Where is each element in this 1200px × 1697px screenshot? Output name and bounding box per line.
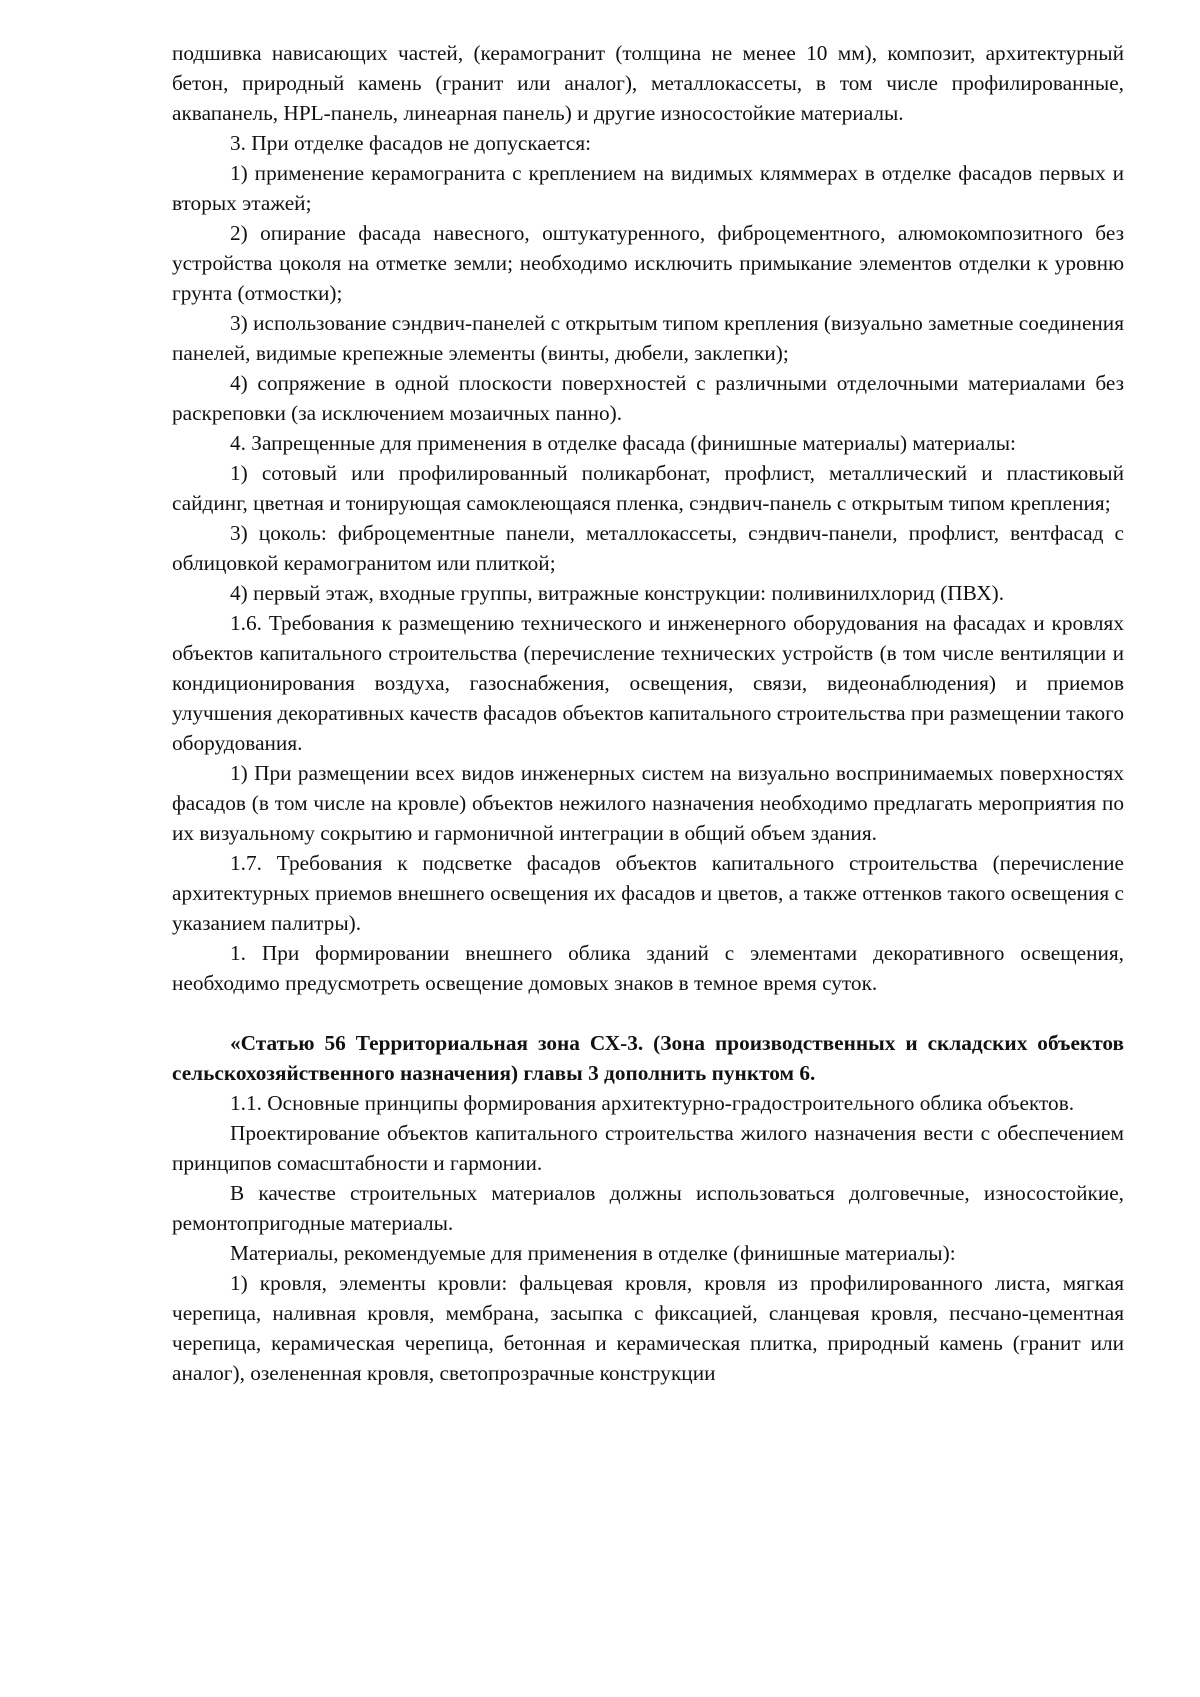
paragraph-subitem: 1. При формировании внешнего облика зданий с элементами декоративного освещения, необходимо предусмотреть освещение домовых знаков в темное время суток.: [172, 941, 1124, 995]
paragraph-subitem: 3) цоколь: фиброцементные панели, металлокассеты, сэндвич-панели, профлист, вентфасад с облицовкой керамогранитом или плиткой;: [172, 521, 1124, 575]
paragraph-subitem: 1) сотовый или профилированный поликарбонат, профлист, металлический и пластиковый сайдинг, цветная и тонирующая самоклеющаяся пленка, сэндвич-панель с открытым типом крепления;: [172, 461, 1124, 515]
paragraph-body: В качестве строительных материалов должны использоваться долговечные, износостойкие, ремонтопригодные материалы.: [172, 1181, 1124, 1235]
paragraph-subitem: 1) применение керамогранита с креплением на видимых кляммерах в отделке фасадов первых и вторых этажей;: [172, 161, 1124, 215]
paragraph-subitem: 2) опирание фасада навесного, оштукатуренного, фиброцементного, алюмокомпозитного без устройства цоколя на отметке земли; необходимо исключить примыкание элементов отделки к уровню грунта (отмостки);: [172, 221, 1124, 305]
paragraph-item-3: 3. При отделке фасадов не допускается:: [230, 131, 592, 155]
paragraph-continuation: подшивка нависающих частей, (керамогранит (толщина не менее 10 мм), композит, архитектурный бетон, природный камень (гранит или аналог), металлокассеты, в том числе профилированные, аквапанель, HPL-панель, линеарная панель) и другие износостойкие материалы.: [172, 41, 1124, 125]
paragraph-item-4: 4. Запрещенные для применения в отделке фасада (финишные материалы) материалы:: [230, 431, 1016, 455]
paragraph-body: Проектирование объектов капитального строительства жилого назначения вести с обеспечением принципов сомасштабности и гармонии.: [172, 1121, 1124, 1175]
document-page: [172, 38, 1124, 1388]
paragraph-subitem: 4) первый этаж, входные группы, витражные конструкции: поливинилхлорид (ПВХ).: [230, 581, 1005, 605]
paragraph-section-1-6: 1.6. Требования к размещению технического и инженерного оборудования на фасадах и кровлях объектов капитального строительства (перечисление технических устройств (в том числе вентиляции и кондиционирования воздуха, газоснабжения, освещения, связи, видеонаблюдения) и приемов улучшения декоративных качеств фасадов объектов капитального строительства при размещении такого оборудования.: [172, 611, 1124, 755]
paragraph-subitem: 3) использование сэндвич-панелей с открытым типом крепления (визуально заметные соединения панелей, видимые крепежные элементы (винты, дюбели, заклепки);: [172, 311, 1124, 365]
paragraph-body: Материалы, рекомендуемые для применения в отделке (финишные материалы):: [230, 1241, 956, 1265]
paragraph-subitem: 4) сопряжение в одной плоскости поверхностей с различными отделочными материалами без раскреповки (за исключением мозаичных панно).: [172, 371, 1124, 425]
paragraph-subitem: 1) При размещении всех видов инженерных систем на визуально воспринимаемых поверхностях фасадов (в том числе на кровле) объектов нежилого назначения необходимо предлагать мероприятия по их визуальному сокрытию и гармоничной интеграции в общий объем здания.: [172, 761, 1124, 845]
paragraph-subitem: 1) кровля, элементы кровли: фальцевая кровля, кровля из профилированного листа, мягкая черепица, наливная кровля, мембрана, засыпка с фиксацией, сланцевая кровля, песчано-цементная черепица, керамическая черепица, бетонная и керамическая плитка, природный камень (гранит или аналог), озелененная кровля, светопрозрачные конструкции: [172, 1271, 1124, 1385]
paragraph-section-1-7: 1.7. Требования к подсветке фасадов объектов капитального строительства (перечисление архитектурных приемов внешнего освещения их фасадов и цветов, а также оттенков такого освещения с указанием палитры).: [172, 851, 1124, 935]
paragraph-section-1-1: 1.1. Основные принципы формирования архитектурно-градостроительного облика объектов.: [230, 1091, 1075, 1115]
article-heading: «Статью 56 Территориальная зона СХ-3. (Зона производственных и складских объектов сельскохозяйственного назначения) главы 3 дополнить пунктом 6.: [172, 1031, 1124, 1085]
